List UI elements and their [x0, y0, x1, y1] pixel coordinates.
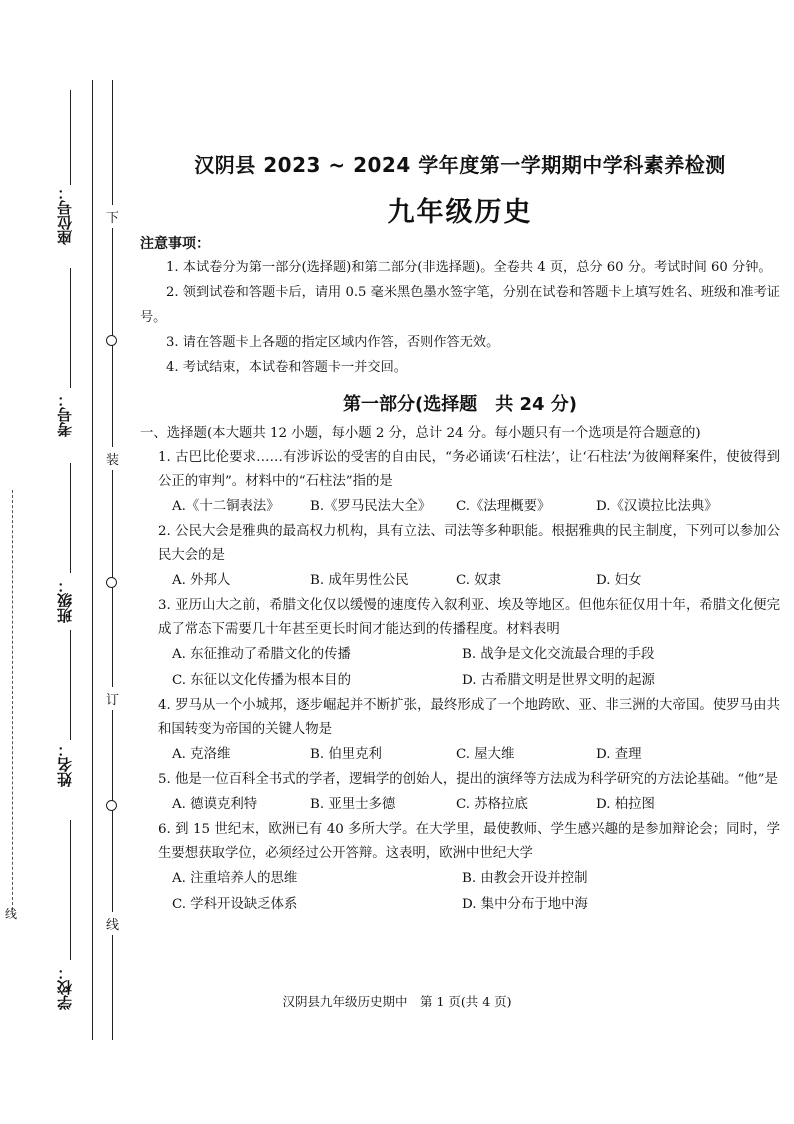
notice-block: [140, 233, 780, 380]
question-6: [140, 818, 780, 918]
options: [172, 792, 780, 818]
notice-heading: 注意事项：: [140, 236, 210, 252]
notice-item: 3. 请在答题卡上各题的指定区域内作答，否则作答无效。: [166, 335, 500, 350]
cut-mark-xian: 线: [106, 912, 119, 935]
class-label: 班级：: [56, 578, 74, 623]
option-b: B. 战争是文化交流最合理的手段: [462, 647, 655, 662]
class-blank: [70, 463, 71, 573]
section-instructions: 一、选择题(本大题共 12 小题，每小题 2 分，总计 24 分。每小题只有一个选项是符合题意的): [140, 426, 701, 441]
question-stem: 5. 他是一位百科全书式的学者，逻辑学的创始人，提出的演绎等方法成为科学研究的方法论基础。“他”是: [158, 772, 778, 787]
edge-line: [12, 490, 13, 910]
cut-mark-xia: 下: [106, 205, 119, 228]
notice-item: 1. 本试卷分为第一部分(选择题)和第二部分(非选择题)。全卷共 4 页，总分 60 分。考试时间 60 分钟。: [166, 260, 772, 275]
option-c: C. 东征以文化传播为根本目的: [172, 673, 351, 688]
option-d: D. 柏拉图: [596, 797, 655, 812]
options: [172, 866, 780, 918]
edge-mark-xian: 线: [5, 907, 18, 921]
exam-no-label: 考号：: [56, 392, 74, 437]
binding-margin: [0, 0, 130, 1124]
exam-no-blank: [70, 268, 71, 388]
option-b: B. 由教会开设并控制: [462, 871, 588, 886]
seat-label: 座位号：: [56, 185, 74, 245]
school-blank: [70, 820, 71, 960]
question-stem: 4. 罗马从一个小城邦，逐步崛起并不断扩张，最终形成了一个地跨欧、亚、非三洲的大帝国。使罗马由共和国转变为帝国的关键人物是: [158, 698, 780, 737]
name-blank: [70, 630, 71, 740]
option-b: B. 伯里克利: [310, 747, 382, 762]
option-d: D. 查理: [596, 747, 642, 762]
notice-item: 4. 考试结束，本试卷和答题卡一并交回。: [166, 360, 407, 375]
subject-title: 九年级历史: [387, 197, 533, 228]
question-5: [140, 768, 780, 818]
option-c: C.《法理概要》: [456, 499, 551, 514]
question-4: [140, 694, 780, 768]
option-d: D. 古希腊文明是世界文明的起源: [462, 673, 655, 688]
binding-line-left: [92, 80, 93, 1040]
option-d: D. 妇女: [596, 573, 642, 588]
question-stem: 2. 公民大会是雅典的最高权力机构，具有立法、司法等多种职能。根据雅典的民主制度，下列可以参加公民大会的是: [158, 524, 780, 563]
question-2: [140, 520, 780, 594]
option-a: A. 东征推动了希腊文化的传播: [172, 647, 351, 662]
cut-mark-ding: 订: [106, 687, 119, 710]
question-stem: 6. 到 15 世纪末，欧洲已有 40 多所大学。在大学里，最使教师、学生感兴趣的是参加辩论会；同时，学生要想获取学位，必须经过公开答辩。这表明，欧洲中世纪大学: [158, 822, 780, 861]
option-c: C. 学科开设缺乏体系: [172, 897, 298, 912]
exam-content: [140, 150, 780, 918]
options: [172, 742, 780, 768]
option-d: D.《汉谟拉比法典》: [596, 499, 718, 514]
option-b: B. 亚里士多德: [310, 797, 396, 812]
option-b: B. 成年男性公民: [310, 573, 409, 588]
question-3: [140, 594, 780, 694]
option-a: A.《十二铜表法》: [172, 499, 280, 514]
part1-title: 第一部分(选择题 共 24 分): [342, 394, 578, 415]
school-label: 学校：: [56, 965, 74, 1010]
options: [172, 568, 780, 594]
seat-blank: [70, 90, 71, 185]
option-c: C. 奴隶: [456, 573, 502, 588]
option-b: B.《罗马民法大全》: [310, 499, 432, 514]
option-d: D. 集中分布于地中海: [462, 897, 588, 912]
notice-item: 2. 领到试卷和答题卡后，请用 0.5 毫米黑色墨水签字笔，分别在试卷和答题卡上填写姓名、班级和准考证号。: [140, 285, 780, 325]
exam-title: 汉阴县 2023 ~ 2024 学年度第一学期期中学科素养检测: [194, 153, 726, 177]
options: [172, 642, 780, 694]
options: [172, 494, 780, 520]
option-a: A. 德谟克利特: [172, 797, 258, 812]
cut-circle-1: [106, 335, 117, 346]
cut-mark-zhuang: 装: [106, 447, 119, 470]
question-1: [140, 446, 780, 520]
option-a: A. 注重培养人的思维: [172, 871, 298, 886]
question-stem: 1. 古巴比伦要求……有涉诉讼的受害的自由民，“务必诵读‘石柱法’，让‘石柱法’为彼阐释案件，使彼得到公正的审判”。材料中的“石柱法”指的是: [158, 450, 780, 489]
cut-circle-2: [106, 577, 117, 588]
name-label: 姓名：: [56, 742, 74, 787]
option-c: C. 屋大维: [456, 747, 515, 762]
option-a: A. 外邦人: [172, 573, 231, 588]
option-c: C. 苏格拉底: [456, 797, 528, 812]
question-stem: 3. 亚历山大之前，希腊文化仅以缓慢的速度传入叙利亚、埃及等地区。但他东征仅用十年，希腊文化便完成了常态下需要几十年甚至更长时间才能达到的传播程度。材料表明: [158, 598, 780, 637]
page-footer: 汉阴县九年级历史期中 第 1 页(共 4 页): [282, 994, 512, 1009]
option-a: A. 克洛维: [172, 747, 231, 762]
cut-circle-3: [106, 800, 117, 811]
